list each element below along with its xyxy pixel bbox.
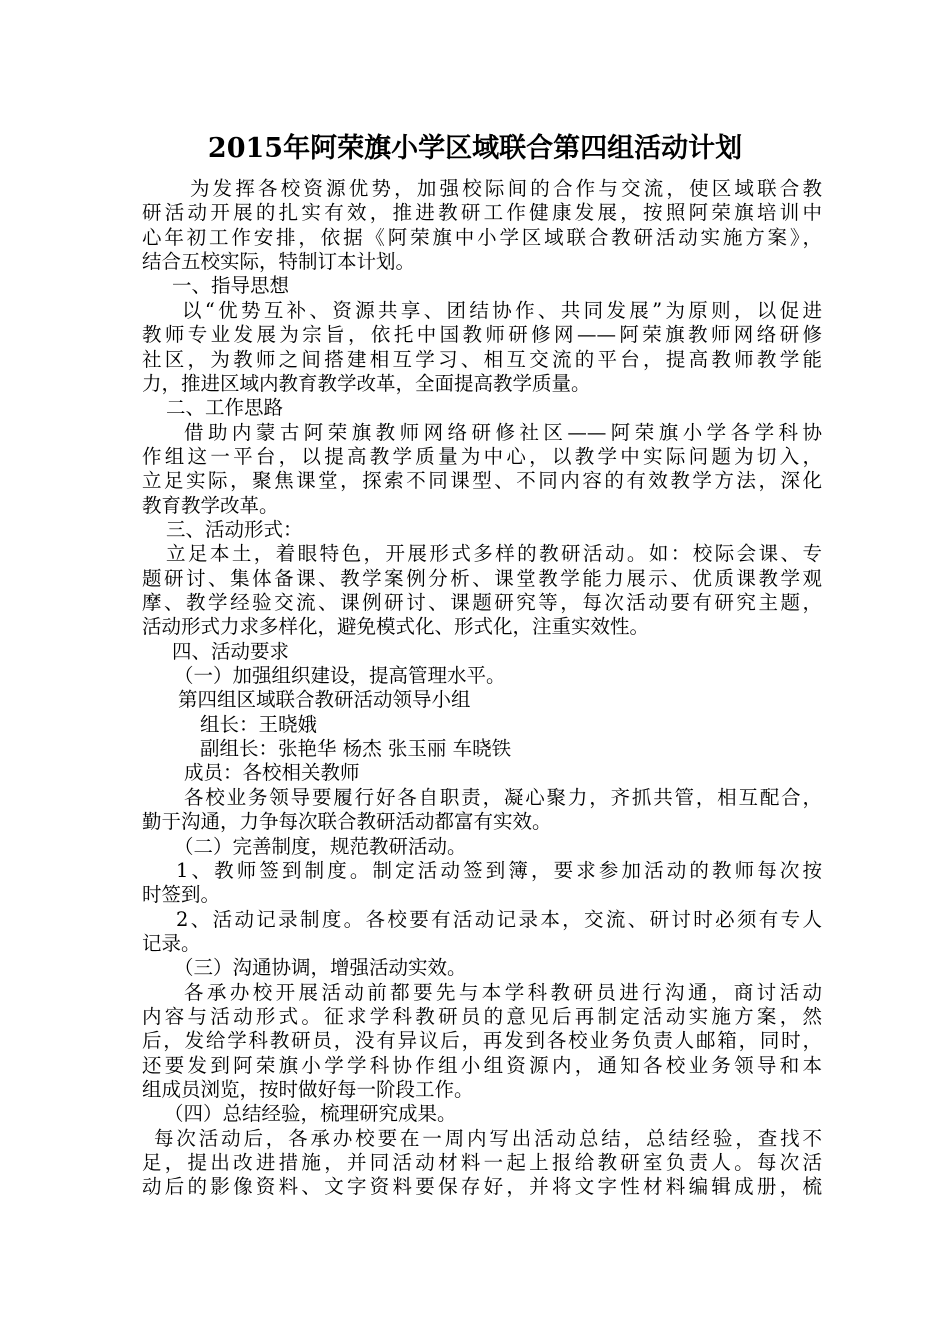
body-line: 副组长：张艳华 杨杰 张玉丽 车晓铁 <box>200 737 512 761</box>
body-line: 动后的影像资料、文字资料要保存好，并将文字性材料编辑成册，梳 <box>142 1175 822 1199</box>
body-line: 立足实际，聚焦课堂，探索不同课型、不同内容的有效教学方法，深化 <box>142 469 822 493</box>
body-line: 1、教师签到制度。制定活动签到簿，要求参加活动的教师每次按 <box>176 858 822 882</box>
body-line: 研活动开展的扎实有效，推进教研工作健康发展，按照阿荣旗培训中 <box>142 201 822 225</box>
document-title: 2015年阿荣旗小学区域联合第四组活动计划 <box>207 133 743 164</box>
body-line: 后，发给学科教研员，没有异议后，再发到各校业务负责人邮箱，同时， <box>142 1029 822 1053</box>
body-line: 组长：王晓娥 <box>200 712 318 736</box>
body-line: 立足本土，着眼特色，开展形式多样的教研活动。如：校际会课、专 <box>166 542 822 566</box>
body-line: 题研讨、集体备课、教学案例分析、课堂教学能力展示、优质课教学观 <box>142 566 822 590</box>
body-line: 2、活动记录制度。各校要有活动记录本，交流、研讨时必须有专人 <box>176 907 822 931</box>
body-line: 借助内蒙古阿荣旗教师网络研修社区——阿荣旗小学各学科协 <box>184 420 822 444</box>
body-line: 三、活动形式： <box>166 517 303 541</box>
body-line: （四）总结经验，梳理研究成果。 <box>164 1102 457 1126</box>
body-line: 成员：各校相关教师 <box>184 761 360 785</box>
body-line: 勤于沟通，力争每次联合教研活动都富有实效。 <box>142 810 552 834</box>
body-line: 心年初工作安排，依据《阿荣旗中小学区域联合教研活动实施方案》， <box>142 225 822 249</box>
body-line: 各承办校开展活动前都要先与本学科教研员进行沟通，商讨活动 <box>184 980 822 1004</box>
body-line: （三）沟通协调，增强活动实效。 <box>174 956 467 980</box>
body-line: 内容与活动形式。征求学科教研员的意见后再制定活动实施方案，然 <box>142 1004 822 1028</box>
body-line: 四、活动要求 <box>172 639 290 663</box>
body-line: 二、工作思路 <box>166 396 284 420</box>
body-line: 作组这一平台，以提高教学质量为中心，以教学中实际问题为切入， <box>142 444 822 468</box>
body-line: 组成员浏览，按时做好每一阶段工作。 <box>142 1078 474 1101</box>
body-line: 社区，为教师之间搭建相互学习、相互交流的平台，提高教师教学能 <box>142 347 822 371</box>
body-line: 摩、教学经验交流、课例研讨、课题研究等，每次活动要有研究主题， <box>142 591 822 614</box>
body-line: （二）完善制度，规范教研活动。 <box>174 834 467 858</box>
body-line: 教师专业发展为宗旨，依托中国教师研修网——阿荣旗教师网络研修 <box>142 323 822 347</box>
body-line: 各校业务领导要履行好各自职责，凝心聚力，齐抓共管，相互配合， <box>184 785 822 809</box>
body-line: 力，推进区域内教育教学改革，全面提高教学质量。 <box>142 371 591 395</box>
body-line: 每次活动后，各承办校要在一周内写出活动总结，总结经验，查找不 <box>154 1126 822 1150</box>
body-line: 活动形式力求多样化，避免模式化、形式化，注重实效性。 <box>142 615 650 639</box>
body-line: 结合五校实际，特制订本计划。 <box>142 250 416 274</box>
body-line: 为发挥各校资源优势，加强校际间的合作与交流，使区域联合教 <box>190 177 822 200</box>
body-line: 第四组区域联合教研活动领导小组 <box>178 688 471 712</box>
body-line: 记录。 <box>142 931 201 955</box>
body-line: 还要发到阿荣旗小学学科协作组小组资源内，通知各校业务领导和本 <box>142 1053 822 1077</box>
body-line: （一）加强组织建设，提高管理水平。 <box>174 664 506 687</box>
body-line: 教育教学改革。 <box>142 493 279 517</box>
body-line: 以“优势互补、资源共享、团结协作、共同发展”为原则，以促进 <box>182 298 822 322</box>
body-line: 一、指导思想 <box>172 274 290 298</box>
body-line: 足，提出改进措施，并同活动材料一起上报给教研室负责人。每次活 <box>142 1151 822 1174</box>
body-line: 时签到。 <box>142 883 221 907</box>
